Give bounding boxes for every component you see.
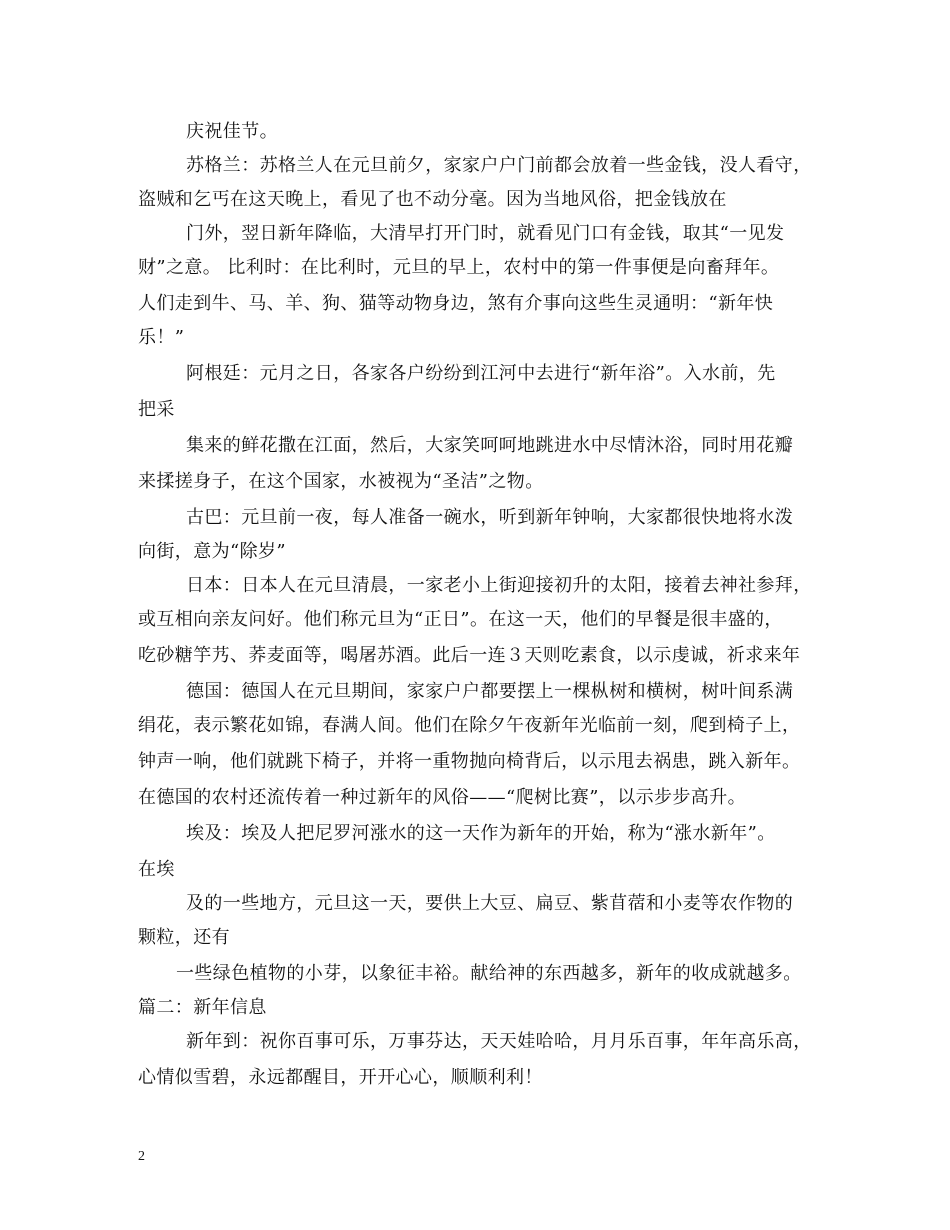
text-line: 门外，翌日新年降临，大清早打开门时，就看见门口有金钱，取其“一见发	[186, 223, 785, 244]
text-line: 绢花，表示繁花如锦，春满人间。他们在除夕午夜新年光临前一刻，爬到椅子上，	[138, 715, 801, 736]
text-line: 新年到：祝你百事可乐，万事芬达，天天娃哈哈，月月乐百事，年年高乐高，	[186, 1031, 812, 1052]
text-line: 来揉搓身子，在这个国家，水被视为“圣洁”之物。	[138, 471, 544, 492]
text-line: 日本：日本人在元旦清晨，一家老小上街迎接初升的太阳，接着去神社参拜，	[186, 575, 812, 596]
text-line: 把采	[138, 399, 175, 420]
text-line: 人们走到牛、马、羊、狗、猫等动物身边，煞有介事向这些生灵通明：“新年快	[138, 293, 774, 314]
text-line: 向街，意为“除岁”	[138, 541, 287, 562]
text-line: 心情似雪碧，永远都醒目，开开心心，顺顺利利！	[138, 1067, 543, 1088]
text-line: 苏格兰：苏格兰人在元旦前夕，家家户户门前都会放着一些金钱，没人看守，	[186, 155, 812, 176]
text-line: 及的一些地方，元旦这一天，要供上大豆、扁豆、紫苜蓿和小麦等农作物的	[186, 893, 794, 914]
text-line: 财”之意。 比利时：在比利时，元旦的早上，农村中的第一件事便是向畜拜年。	[138, 257, 780, 278]
text-line: 在德国的农村还流传着一种过新年的风俗——“爬树比赛”，以示步步高升。	[138, 787, 747, 808]
text-line: 乐！”	[138, 327, 185, 348]
text-line: 或互相向亲友问好。他们称元旦为“正日”。在这一天，他们的早餐是很丰盛的，	[138, 609, 783, 630]
text-line: 德国：德国人在元旦期间，家家户户都要摆上一棵枞树和横树，树叶间系满	[186, 681, 794, 702]
page-number: 2	[138, 1149, 145, 1164]
text-line: 盗贼和乞丐在这天晚上，看见了也不动分毫。因为当地风俗，把金钱放在	[138, 189, 727, 210]
text-line: 集来的鲜花撒在江面，然后，大家笑呵呵地跳进水中尽情沐浴，同时用花瓣	[186, 435, 794, 456]
text-line: 在埃	[138, 859, 175, 880]
section-heading: 篇二：新年信息	[138, 997, 267, 1018]
text-line: 钟声一响，他们就跳下椅子，并将一重物抛向椅背后，以示甩去祸患，跳入新年。	[138, 751, 801, 772]
text-line: 一些绿色植物的小芽，以象征丰裕。献给神的东西越多，新年的收成就越多。	[176, 963, 802, 984]
text-line: 阿根廷：元月之日，各家各户纷纷到江河中去进行“新年浴”。入水前，先	[186, 363, 776, 384]
text-line: 吃砂糖竽艿、荞麦面等，喝屠苏酒。此后一连３天则吃素食，以示虔诚，祈求来年	[138, 645, 801, 666]
text-line: 颗粒，还有	[138, 927, 230, 948]
text-line: 埃及：埃及人把尼罗河涨水的这一天作为新年的开始，称为“涨水新年”。	[186, 823, 776, 844]
text-line: 庆祝佳节。	[186, 121, 278, 142]
text-line: 古巴：元旦前一夜，每人准备一碗水，听到新年钟响，大家都很快地将水泼	[186, 507, 794, 528]
